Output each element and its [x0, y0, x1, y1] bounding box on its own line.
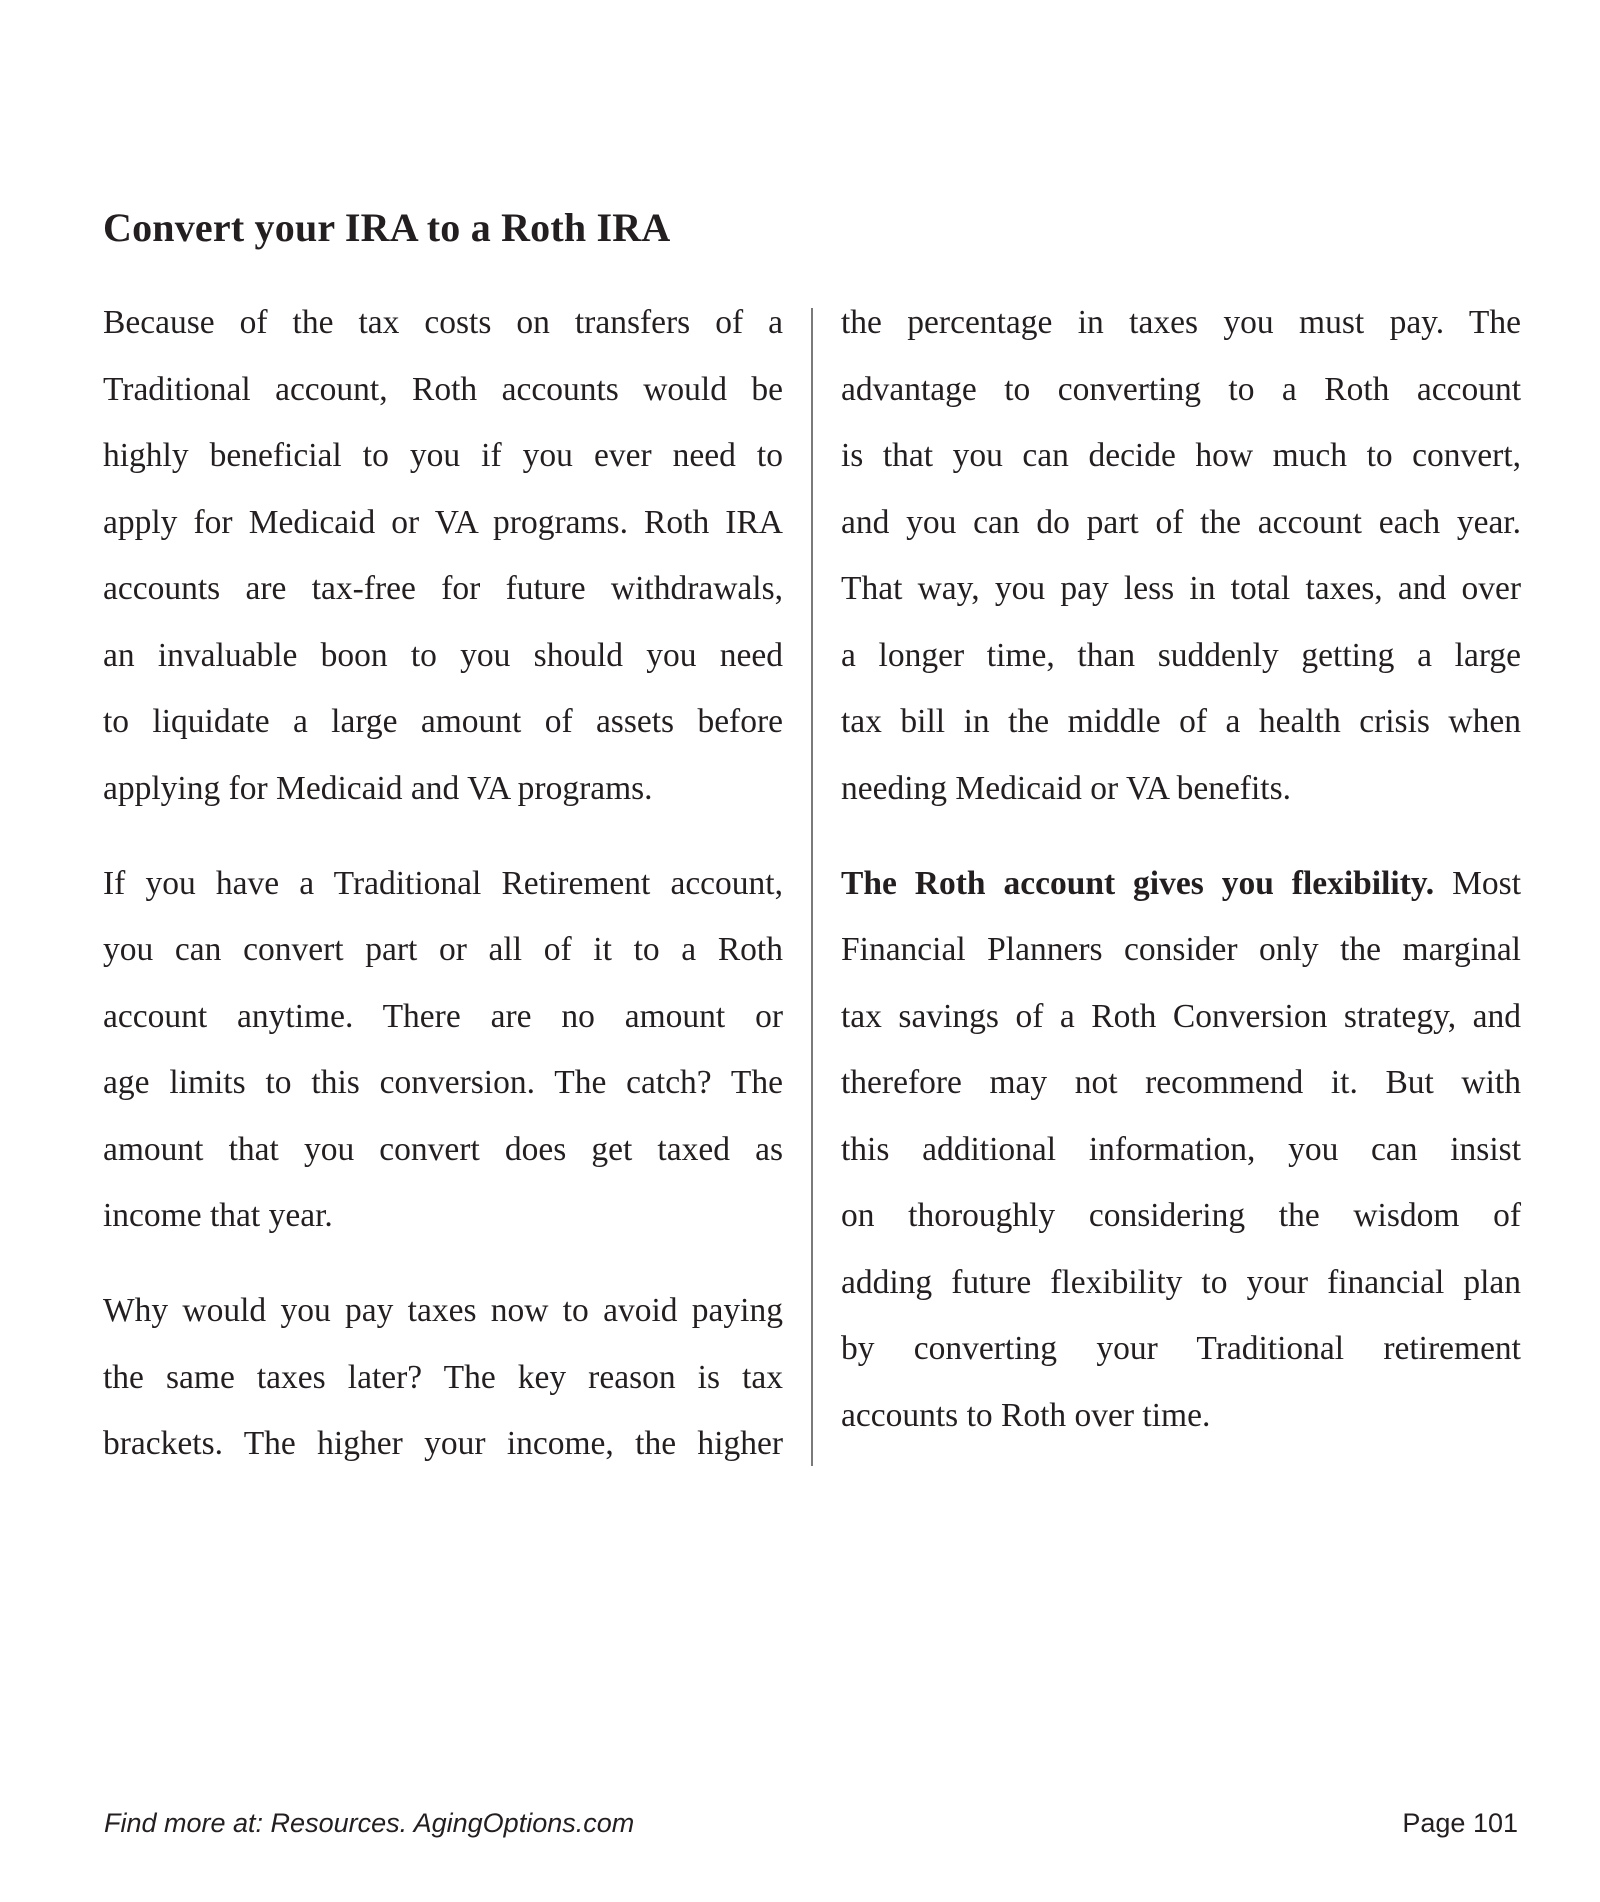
text-line: is that you can decide how much to convert,: [841, 437, 1521, 474]
text-line: brackets. The higher your income, the higher: [103, 1425, 783, 1462]
text-line: accounts are tax-free for future withdrawals,: [103, 570, 783, 607]
paragraph-continued: [841, 290, 1521, 822]
text-line: the same taxes later? The key reason is tax: [103, 1358, 783, 1396]
text-line: tax bill in the middle of a health crisis when: [841, 703, 1521, 740]
text-line: That way, you pay less in total taxes, and over: [841, 570, 1521, 607]
text-line: the percentage in taxes you must pay. The: [841, 304, 1521, 341]
text-line: to liquidate a large amount of assets before: [103, 703, 783, 740]
text-line: therefore may not recommend it. But with: [841, 1064, 1521, 1101]
text-line: this additional information, you can insist: [841, 1130, 1521, 1168]
footer-resource-link: Find more at: Resources. AgingOptions.com: [104, 1808, 635, 1838]
text-line: accounts to Roth over time.: [841, 1396, 1211, 1434]
page-title: Convert your IRA to a Roth IRA: [103, 205, 671, 250]
text-line: Traditional account, Roth accounts would be: [103, 370, 783, 408]
text-line: tax savings of a Roth Conversion strategy, and: [841, 997, 1521, 1035]
text-line: applying for Medicaid and VA programs.: [103, 769, 653, 807]
paragraph-2: [103, 851, 783, 1250]
text-line: apply for Medicaid or VA programs. Roth IRA: [103, 503, 783, 541]
text-line: If you have a Traditional Retirement account,: [103, 864, 783, 902]
paragraph-3: [103, 1278, 783, 1478]
right-column: [841, 290, 1521, 1478]
text-line: adding future flexibility to your financial plan: [841, 1263, 1521, 1301]
text-line: [841, 851, 1521, 918]
text-line: age limits to this conversion. The catch? The: [103, 1064, 783, 1101]
text-line: needing Medicaid or VA benefits.: [841, 769, 1291, 807]
text-line: highly beneficial to you if you ever need to: [103, 437, 783, 474]
text-line: income that year.: [103, 1197, 333, 1234]
bold-lead-in: The Roth account gives you flexibility.: [841, 864, 1435, 902]
text-line: Financial Planners consider only the marginal: [841, 931, 1521, 968]
text-line: advantage to converting to a Roth account: [841, 370, 1521, 408]
paragraph-flexibility: [841, 851, 1521, 1450]
page-number: Page 101: [1402, 1808, 1518, 1838]
paragraph-1: [103, 290, 783, 822]
text-line: an invaluable boon to you should you need: [103, 636, 783, 674]
column-divider: [811, 308, 813, 1466]
text-line: on thoroughly considering the wisdom of: [841, 1197, 1521, 1234]
text-line: amount that you convert does get taxed as: [103, 1130, 783, 1168]
text-line: Why would you pay taxes now to avoid paying: [103, 1292, 783, 1329]
lead-in-rest: Most: [1434, 864, 1521, 902]
left-column: [103, 290, 783, 1506]
text-line: a longer time, than suddenly getting a large: [841, 636, 1521, 674]
text-line: by converting your Traditional retirement: [841, 1330, 1521, 1367]
text-line: account anytime. There are no amount or: [103, 997, 783, 1035]
text-line: you can convert part or all of it to a Roth: [103, 931, 783, 968]
text-line: and you can do part of the account each year.: [841, 503, 1521, 541]
text-line: Because of the tax costs on transfers of a: [103, 304, 783, 341]
